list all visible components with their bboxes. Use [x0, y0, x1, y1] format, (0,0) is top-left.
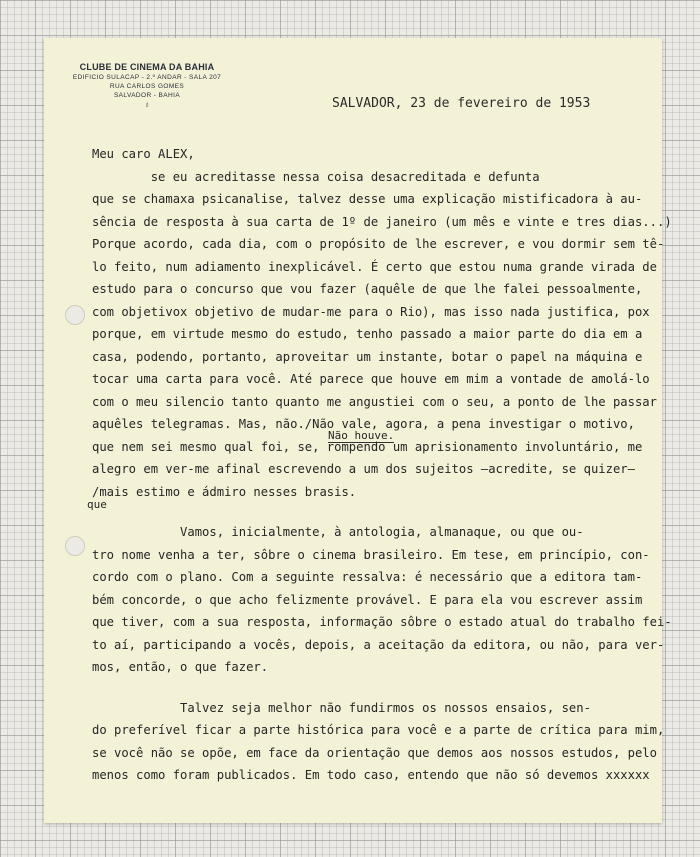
body-line: estudo para o concurso que vou fazer (aquêle de que lhe falei pessoalmente,: [92, 282, 643, 296]
body-line: porque, em virtude mesmo do estudo, tenho passado a maior parte do dia em a: [92, 327, 643, 341]
body-line: que se chamaxa psicanalise, talvez desse uma explicação mistificadora à au-: [92, 192, 643, 206]
body-line: tocar uma carta para você. Até parece que houve em mim a vontade de amolá-lo: [92, 372, 650, 386]
body-line: com o meu silencio tanto quanto me angustiei com o seu, a ponto de lhe passar: [92, 394, 657, 409]
body-line: Vamos, inicialmente, à antologia, almanaque, ou que ou-: [92, 525, 584, 539]
body-line: do preferível ficar a parte histórica para você e a parte de crítica para mim,: [92, 723, 665, 737]
body-line: se eu acreditasse nessa coisa desacreditada e defunta: [92, 169, 540, 184]
inserted-correction: que: [87, 498, 107, 511]
letter-body: [92, 143, 672, 787]
body-line: tro nome venha a ter, sôbre o cinema brasileiro. Em tese, em princípio, con-: [92, 547, 650, 562]
letterhead-address-street: RUA CARLOS GOMES: [109, 83, 185, 90]
body-line: to aí, participando a vocês, depois, a aceitação da editora, ou não, para ver-: [92, 637, 665, 652]
body-line: Talvez seja melhor não fundirmos os nossos ensaios, sen-: [92, 700, 591, 715]
body-line: alegro em ver-me afinal escrevendo a um dos sujeitos —acredite, se quizer—: [92, 462, 635, 476]
body-line: mos, então, o que fazer.: [92, 660, 269, 674]
inserted-correction: Não houve.: [328, 429, 395, 442]
body-line: /mais estimo e ádmiro nesses brasis.: [92, 484, 357, 499]
letterhead-emblem-icon: ♁: [144, 100, 150, 109]
dateline: SALVADOR, 23 de fevereiro de 1953: [332, 96, 591, 111]
body-line: que tiver, com a sua resposta, informação sôbre o estado atual do trabalho fei-: [92, 615, 672, 629]
letterhead-address-city: SALVADOR - BAHIA: [113, 92, 181, 99]
letterhead-address-building: EDIFICIO SULACAP - 2.º ANDAR - SALA 207: [72, 74, 222, 81]
body-line: que nem sei mesmo qual foi, se, rompendo um aprisionamento involuntário, me: [92, 439, 643, 454]
body-line: aquêles telegramas. Mas, não./Não vale, agora, a pena investigar o motivo,: [92, 417, 635, 431]
body-line: lo feito, num adiamento inexplicável. É certo que estou numa grande virada de: [92, 259, 657, 274]
body-line: sência de resposta à sua carta de 1º de janeiro (um mês e vinte e tres dias...): [92, 214, 672, 229]
salutation: Meu caro ALEX,: [92, 147, 195, 161]
body-line: menos como foram publicados. Em todo caso, entendo que não só devemos xxxxxx: [92, 768, 650, 782]
punch-hole: [65, 305, 85, 325]
body-line: se você não se opõe, em face da orientação que demos aos nossos estudos, pelo: [92, 745, 657, 760]
letter-sheet: [44, 38, 672, 823]
body-line: casa, podendo, portanto, aproveitar um instante, botar o papel na máquina e: [92, 349, 643, 364]
body-line: bém concorde, o que acho felizmente provável. E para ela vou escrever assim: [92, 592, 643, 607]
punch-hole: [65, 536, 85, 556]
letterhead: [72, 62, 222, 109]
body-line: cordo com o plano. Com a seguinte ressalva: é necessário que a editora tam-: [92, 570, 643, 584]
body-line: Porque acordo, cada dia, com o propósito de lhe escrever, e vou dormir sem tê-: [92, 237, 665, 251]
letterhead-title: CLUBE DE CINEMA DA BAHIA: [79, 62, 215, 72]
body-line: com objetivox objetivo de mudar-me para o Rio), mas isso nada justifica, pox: [92, 304, 650, 319]
